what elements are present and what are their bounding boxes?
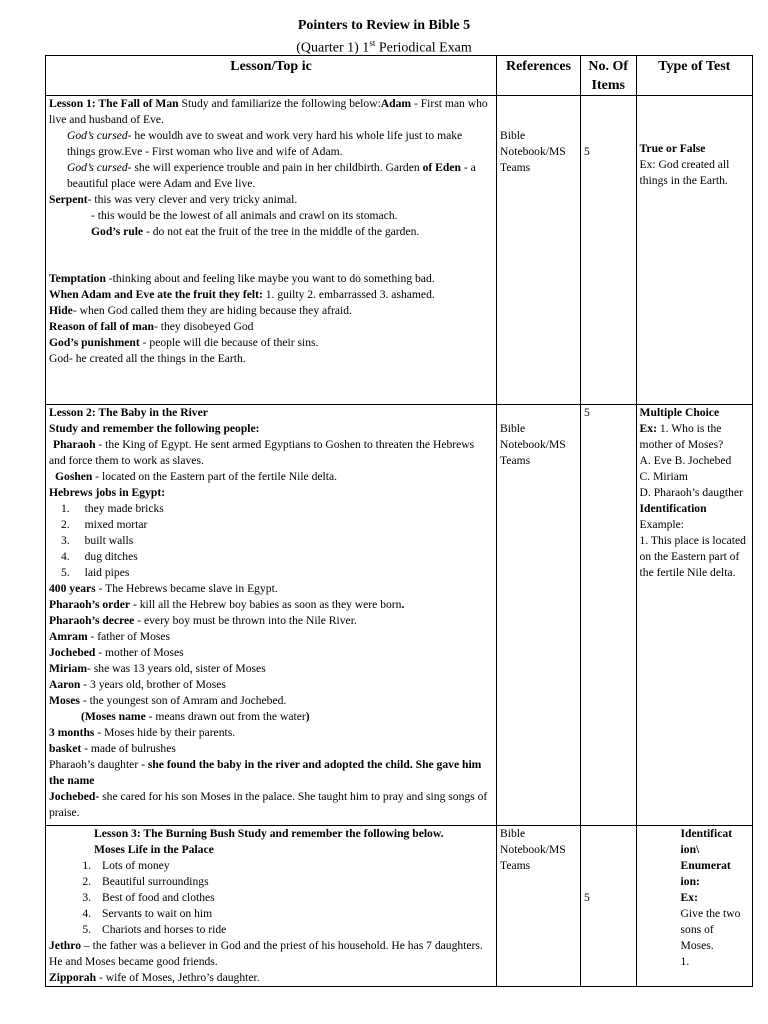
- lesson-1-items: 5: [580, 96, 636, 405]
- lesson-1-references: Bible Notebook/MS Teams: [497, 96, 581, 405]
- hebrews-jobs-list: [49, 501, 493, 581]
- lesson-1-content: Lesson 1: The Fall of Man Study and familiarize the following below:Adam - First man who live and husband of Eve. God’s cursed- he wouldh ave to sweat and work very hard his whole life just to make things grow.Eve - First woman who live and wife of Adam. God’s cursed- she will experience trouble and pain in her childbirth. Garden of Eden - a beautiful place were Adam and Eve live. Serpent- this was very clever and very tricky animal. - this would be the lowest of all animals and crawl on its stomach. God’s rule - do not eat the fruit of the tree in the middle of the garden. Temptation -thinking about and feeling like maybe you want to do something bad. When Adam and Eve ate the fruit they felt: 1. guilty 2. embarrassed 3. ashamed. Hide- when God called them they are hiding because they afraid. Reason of fall of man- they disobeyed God God’s punishment - people will die because of their sins. God- he created all the things in the Earth.: [46, 96, 497, 405]
- list-item: 3. built walls: [61, 533, 493, 549]
- palace-life-list: [49, 858, 493, 938]
- list-item: 3. Best of food and clothes: [94, 890, 493, 906]
- list-item: 2. mixed mortar: [61, 517, 493, 533]
- col-lesson: Lesson/Top ic: [46, 56, 497, 96]
- col-items: No. Of Items: [580, 56, 636, 96]
- lesson-3-row: [46, 826, 753, 987]
- page-subtitle: (Quarter 1) 1st Periodical Exam: [296, 38, 472, 56]
- list-item: 1. they made bricks: [61, 501, 493, 517]
- lesson-3-content: Lesson 3: The Burning Bush Study and remember the following below. Moses Life in the Palace 1. Lots of money 2. Beautiful surroundings 3. Best of food and clothes 4. Servants to wait on him 5. Chariots and horses to ride Jethro – the father was a believer in God and the priest of his household. He has 7 daughters. He and Moses became good friends. Zipporah - wife of Moses, Jethro’s daughter.: [46, 826, 497, 987]
- list-item: 4. Servants to wait on him: [94, 906, 493, 922]
- col-test-type: Type of Test: [636, 56, 752, 96]
- col-references: References: [497, 56, 581, 96]
- lesson-3-test: Identificat ion\ Enumerat ion: Ex: Give the two sons of Moses. 1.: [636, 826, 752, 987]
- list-item: 1. Lots of money: [94, 858, 493, 874]
- lesson-2-test: Multiple Choice Ex: 1. Who is the mother of Moses? A. Eve B. Jochebed C. Miriam D. Pharaoh’s daugther Identification Example: 1. This place is located on the Eastern part of the fertile Nile delta.: [636, 405, 752, 826]
- lesson-2-references: Bible Notebook/MS Teams: [497, 405, 581, 826]
- list-item: 5. laid pipes: [61, 565, 493, 581]
- lesson-1-test: True or False Ex: God created all things in the Earth.: [636, 96, 752, 405]
- lesson-2-content: Lesson 2: The Baby in the River Study and remember the following people: Pharaoh - the King of Egypt. He sent armed Egyptians to Goshen to threaten the Hebrews and force them to work as slaves. Goshen - located on the Eastern part of the fertile Nile delta. Hebrews jobs in Egypt: 1. they made bricks 2. mixed mortar 3. built walls 4. dug ditches 5. laid pipes 400 years - The Hebrews became slave in Egypt. Pharaoh’s order - kill all the Hebrew boy babies as soon as they were born. Pharaoh’s decree - every boy must be thrown into the Nile River. Amram - father of Moses Jochebed - mother of Moses Miriam- she was 13 years old, sister of Moses Aaron - 3 years old, brother of Moses Moses - the youngest son of Amram and Jochebed. (Moses name - means drawn out from the water) 3 months - Moses hide by their parents. basket - made of bulrushes Pharaoh’s daughter - she found the baby in the river and adopted the child. She gave him the name Jochebed- she cared for his son Moses in the palace. She taught him to pray and sing songs of praise.: [46, 405, 497, 826]
- lesson-3-items: 5: [580, 826, 636, 987]
- header-row: [46, 56, 753, 96]
- list-item: 5. Chariots and horses to ride: [94, 922, 493, 938]
- lesson-1-row: [46, 96, 753, 405]
- lesson-2-items: 5: [580, 405, 636, 826]
- lesson-2-row: [46, 405, 753, 826]
- list-item: 4. dug ditches: [61, 549, 493, 565]
- list-item: 2. Beautiful surroundings: [94, 874, 493, 890]
- page-title: Pointers to Review in Bible 5: [297, 18, 471, 33]
- lesson-3-references: Bible Notebook/MS Teams: [497, 826, 581, 987]
- review-table: [45, 55, 753, 987]
